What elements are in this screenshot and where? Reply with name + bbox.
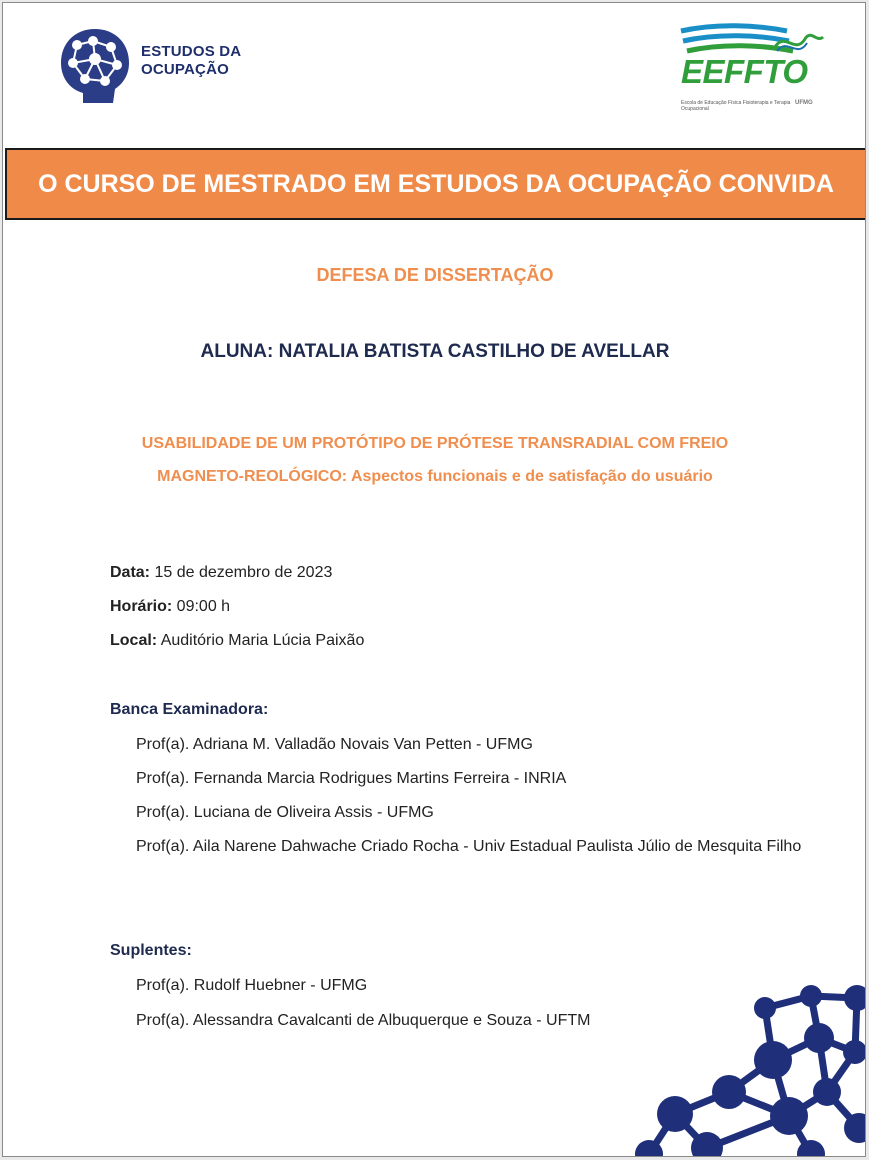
- thesis-title-line1: USABILIDADE DE UM PROTÓTIPO DE PRÓTESE TRANSRADIAL COM FREIO: [141, 435, 729, 452]
- time-label: Horário:: [110, 598, 173, 615]
- place-label: Local:: [110, 632, 158, 649]
- committee-member: Prof(a). Luciana de Oliveira Assis - UFMG: [136, 804, 434, 821]
- network-head-icon: [55, 25, 135, 105]
- logo-left-line1: ESTUDOS DA: [141, 43, 242, 60]
- committee-member: Prof(a). Aila Narene Dahwache Criado Rocha - Univ Estadual Paulista Júlio de Mesquita Filho: [136, 838, 802, 855]
- event-type: DEFESA DE DISSERTAÇÃO: [316, 265, 554, 285]
- substitute-member: Prof(a). Alessandra Cavalcanti de Albuquerque e Souza - UFTM: [136, 1012, 591, 1029]
- date-label: Data:: [110, 564, 151, 581]
- time-value: 09:00 h: [172, 598, 231, 615]
- network-decoration-icon: [623, 968, 866, 1157]
- ufmg-mark: UFMG: [795, 100, 813, 106]
- date-line: [110, 564, 332, 582]
- invitation-banner: [5, 148, 866, 220]
- invitation-page: [2, 2, 866, 1157]
- eeffto-logo: [677, 21, 827, 117]
- committee-title: Banca Examinadora:: [110, 701, 269, 718]
- committee-member: Prof(a). Fernanda Marcia Rodrigues Martins Ferreira - INRIA: [136, 770, 567, 787]
- banner-text: O CURSO DE MESTRADO EM ESTUDOS DA OCUPAÇÃO CONVIDA: [38, 169, 834, 198]
- date-value: 15 de dezembro de 2023: [150, 564, 333, 581]
- logo-left-text: [141, 43, 241, 79]
- eeffto-subtitle: Escola de Educação Física Fisioterapia e Terapia Ocupacional: [681, 100, 791, 112]
- estudos-da-ocupacao-logo: [55, 25, 245, 105]
- thesis-title-line2: MAGNETO-REOLÓGICO: Aspectos funcionais e de satisfação do usuário: [157, 468, 713, 485]
- substitute-member: Prof(a). Rudolf Huebner - UFMG: [136, 977, 368, 994]
- place-value: Auditório Maria Lúcia Paixão: [157, 632, 365, 649]
- thesis-title: [63, 427, 807, 493]
- substitutes-title: Suplentes:: [110, 942, 192, 959]
- time-line: [110, 598, 230, 616]
- logo-left-line2: OCUPAÇÃO: [141, 61, 229, 78]
- student-name: ALUNA: NATALIA BATISTA CASTILHO DE AVELLAR: [200, 341, 670, 362]
- committee-member: Prof(a). Adriana M. Valladão Novais Van Petten - UFMG: [136, 736, 533, 753]
- eeffto-wordmark: EEFFTO: [681, 53, 808, 90]
- place-line: [110, 632, 364, 650]
